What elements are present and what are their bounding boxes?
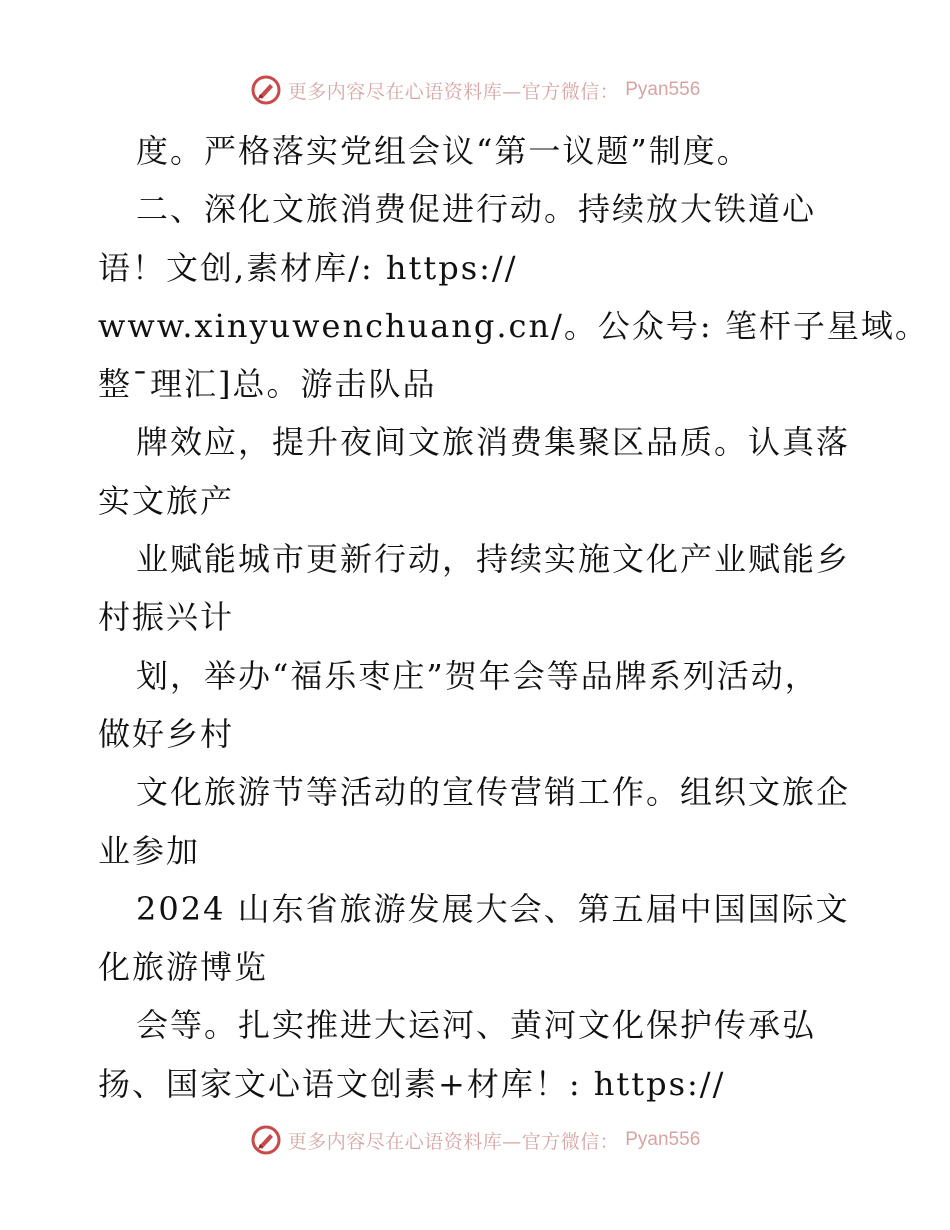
text-line: 做好乡村 [98,714,235,753]
pen-logo-icon [250,1124,282,1156]
text-line: 会等。扎实推进大运河、黄河文化保护传承弘 [136,1006,817,1045]
text-line: 度。严格落实党组会议“第一议题”制度。 [136,132,751,170]
text-line: 业赋能城市更新行动，持续实施文化产业赋能乡 [136,540,851,579]
watermark-text: 更多内容尽在心语资料库—官方微信： [287,80,620,103]
text-line: www.xinyuwenchuang.cn/。公众号: 笔杆子星域。 [98,306,929,345]
text-line: 牌效应，提升夜间文旅消费集聚区品质。认真落 [136,423,851,462]
text-line: 化旅游博览 [98,948,269,987]
text-line: 扬、国家文心语文创素+材库！: https:// [98,1064,726,1103]
text-line: 划，举办“福乐枣庄”贺年会等品牌系列活动， [136,656,819,695]
watermark-wechat-id: Pyan556 [625,79,701,100]
text-line: 实文旅产 [98,481,235,520]
text-line: 整¯理汇]总。游击队品 [98,365,437,404]
header-watermark [0,70,950,110]
watermark-wechat-id: Pyan556 [625,1129,701,1150]
text-line: 2024 山东省旅游发展大会、第五届中国国际文 [136,889,850,928]
text-line: 业参加 [98,831,201,870]
text-line: 文化旅游节等活动的宣传营销工作。组织文旅企 [136,773,851,812]
text-line: 语！文创,素材库/: https:// [98,248,518,287]
watermark-text: 更多内容尽在心语资料库—官方微信： [287,1130,620,1153]
pen-logo-icon [250,74,282,106]
text-line: 村振兴计 [98,598,235,637]
footer-watermark [0,1120,950,1160]
document-body [98,122,929,1113]
text-line: 二、深化文旅消费促进行动。持续放大铁道心 [136,190,817,229]
